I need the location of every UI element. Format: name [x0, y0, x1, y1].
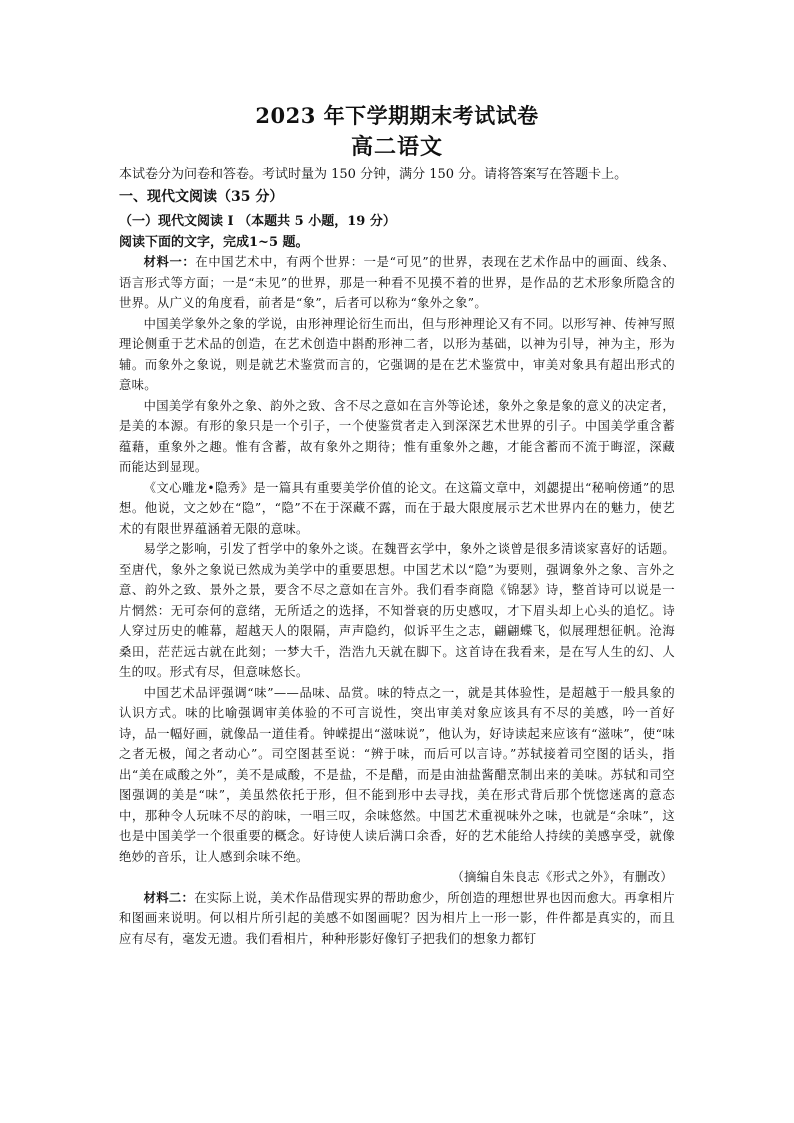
passage-paragraph: 中国艺术品评强调“味”——品味、品赏。味的特点之一，就是其体验性，是超越于一般具象的认识方式。味的比喻强调审美体验的不可言说性，突出审美对象应该具有不尽的美感，吟一首好诗，品一幅好画，就像品一道佳肴。钟嵘提出“滋味说”，他认为，好诗读起来应该有“滋味”，使“味之者无极，闻之者动心”。司空图甚至说：“辨于味，而后可以言诗。”苏轼接着司空图的话头，指出“美在咸酸之外”，美不是咸酸，不是盐，不是醋，而是由油盐酱醋烹制出来的美味。苏轼和司空图强调的美是“味”，美虽然依托于形，但不能到形中去寻找，美在形式背后那个恍惚迷离的意态中，那种令人玩味不尽的韵味，一唱三叹，余味悠然。中国艺术重视味外之味，也就是“余味”，这也是中国美学一个很重要的概念。好诗使人读后满口余香，好的艺术能给人持续的美感享受，就像绝妙的音乐，让人感到余味不绝。 — [119, 685, 675, 864]
material-two-label: 材料二： — [143, 889, 195, 905]
reading-instruction: 阅读下面的文字，完成1~5 题。 — [119, 235, 309, 250]
exam-title: 2023 年下学期期末考试试卷 — [255, 103, 539, 128]
exam-instructions: 本试卷分为问卷和答卷。考试时量为 150 分钟，满分 150 分。请将答案写在答题卡上。 — [119, 167, 628, 182]
section-heading: 一、现代文阅读（35 分） — [119, 189, 284, 205]
subsection-heading: （一）现代文阅读 I （本题共 5 小题，19 分） — [119, 214, 396, 229]
material-one-source: （摘编自朱良志《形式之外》，有删改） — [451, 870, 673, 884]
material-one-label: 材料一： — [143, 254, 196, 269]
passage-paragraph: 中国美学有象外之象、韵外之致、含不尽之意如在言外等论述，象外之象是象的意义的决定者，是美的本源。有形的象只是一个引子，一个使鉴赏者走入到深深艺术世界的引子。中国美学重含蓄蕴藉，重象外之趣。惟有含蓄，故有象外之期待；惟有重象外之趣，才能含蓄而不流于晦涩，深藏而能达到显现。 — [119, 398, 675, 474]
passage-paragraph: 中国美学象外之象的学说，由形神理论衍生而出，但与形神理论又有不同。以形写神、传神写照理论侧重于艺术品的创造，在艺术创造中斟酌形神二者，以形为基础，以神为引导，神为主，形为辅。而象外之象说，则是就艺术鉴赏而言的，它强调的是在艺术鉴赏中，审美对象具有超出形式的意味。 — [119, 316, 675, 392]
reading-passage — [119, 252, 675, 949]
passage-paragraph: 《文心雕龙•隐秀》是一篇具有重要美学价值的论文。在这篇文章中，刘勰提出“秘响傍通”的思想。他说，文之妙在“隐”，“隐”不在于深藏不露，而在于最大限度展示艺术世界内在的魅力，使艺术的有限世界蕴涵着无限的意味。 — [119, 480, 675, 536]
exam-subtitle: 高二语文 — [350, 134, 443, 160]
material-one-paragraph: 材料一：在中国艺术中，有两个世界：一是“可见”的世界，表现在艺术作品中的画面、线条、语言形式等方面；一是“未见”的世界，那是一种看不见摸不着的世界，是作品的艺术形象所隐含的世界。从广义的角度看，前者是“象”，后者可以称为“象外之象”。 — [119, 254, 676, 310]
passage-paragraph: 易学之影响，引发了哲学中的象外之谈。在魏晋玄学中，象外之谈曾是很多清谈家喜好的话题。至唐代，象外之象说已然成为美学中的重要思想。中国艺术以“隐”为要则，强调象外之象、言外之意、韵外之致、景外之景，要含不尽之意如在言外。我们看李商隐《锦瑟》诗，整首诗可以说是一片惘然：无可奈何的意绪，无所适之的选择，不知誉衰的历史感叹，才下眉头却上心头的追忆。诗人穿过历史的帷幕，超越天人的限隔，声声隐约，似诉平生之志，翩翩蝶飞，似展理想征帆。沧海桑田，茫茫远古就在此刻；一梦大千，浩浩九天就在脚下。这首诗在我看来，是在写人生的幻、人生的叹。形式有尽，但意味悠长。 — [119, 542, 675, 679]
material-two-paragraph: 材料二：在实际上说，美术作品借现实界的帮助愈少，所创造的理想世界也因而愈大。再拿相片和图画来说明。何以相片所引起的美感不如图画呢？因为相片上一形一影，件件都是真实的，而且应有尽有，毫发无遗。我们看相片，种种形影好像钉子把我们的想象力都钉 — [119, 889, 675, 946]
